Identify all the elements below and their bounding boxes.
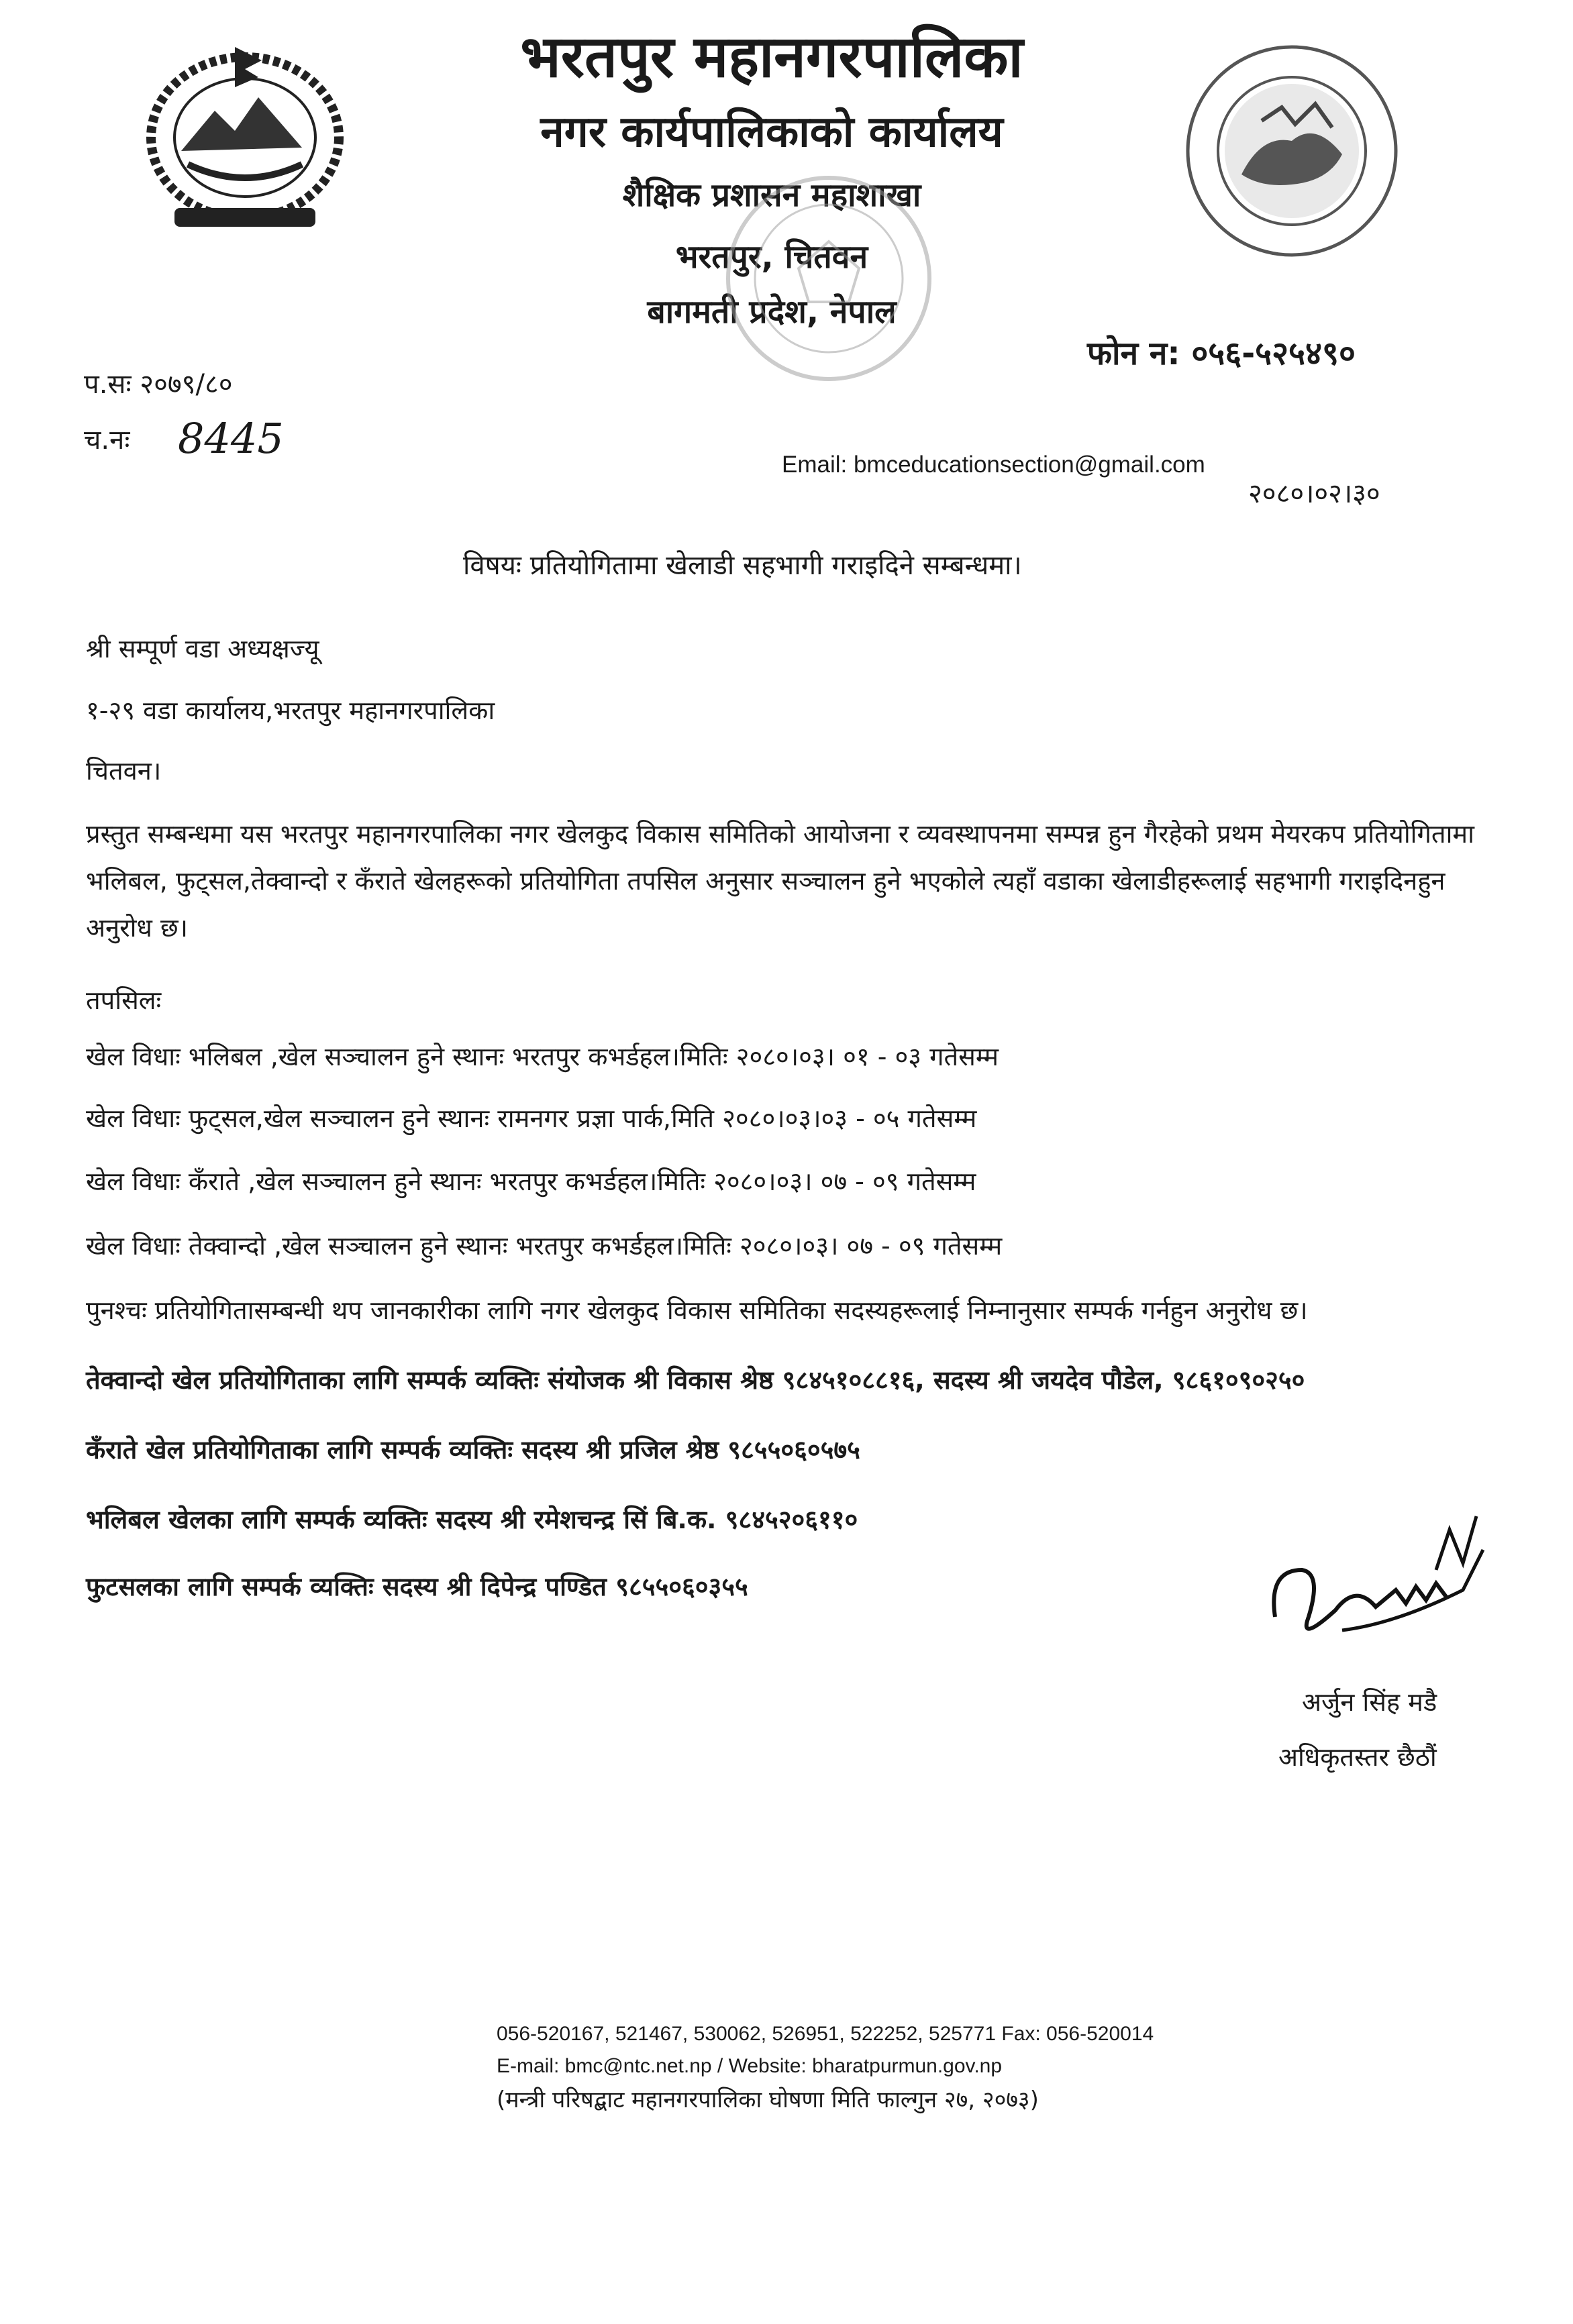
footer-web: E-mail: bmc@ntc.net.np / Website: bharatpurmun.gov.np [497,2055,1003,2077]
province-line: बागमती प्रदेश, नेपाल [647,293,897,331]
footer-note: (मन्त्री परिषद्बाट महानगरपालिका घोषणा मिति फाल्गुन २७, २०७३) [497,2087,1039,2113]
recipient-line-2: १-२९ वडा कार्यालय,भरतपुर महानगरपालिका [86,696,495,725]
division-name: शैक्षिक प्रशासन महाशाखा [622,176,921,214]
ps-number: प.सः २०७९/८० [84,369,233,400]
phone-number: फोन न: ०५६-५२५४९० [1087,335,1356,372]
handwritten-signature [1262,1489,1503,1664]
signatory-title: अधिकृतस्तर छैठौं [1278,1742,1437,1772]
body-paragraph: प्रस्तुत सम्बन्धमा यस भरतपुर महानगरपालिका नगर खेलकुद विकास समितिको आयोजना र व्यवस्थापनमा सम्पन्न हुन गैरहेको प्रथम मेयरकप प्रतियोगितामा भलिबल, फुट्सल,तेक्वान्दो र कँराते खेलहरूको प्रतियोगिता तपसिल अनुसार सञ्चालन हुने भएकोले त्यहाँ वडाका खेलाडीहरूलाई सहभागी गराइदिनहुन अनुरोध छ। [86,819,1474,943]
office-stamp-seal [705,168,953,389]
recipient-line-3: चितवन। [86,756,162,786]
footer-phones: 056-520167, 521467, 530062, 526951, 522252, 525771 Fax: 056-520014 [497,2023,1154,2045]
signatory-name: अर्जुन सिंह मडै [1302,1687,1437,1717]
location-line: भरतपुर, चितवन [675,238,868,276]
schedule-item: खेल विधाः कँराते ,खेल सञ्चालन हुने स्थानः भरतपुर कभर्डहल।मितिः २०८०।०३। ०७ - ०९ गतेसम्म [86,1167,976,1196]
schedule-item: खेल विधाः फुट्सल,खेल सञ्चालन हुने स्थानः रामनगर प्रज्ञा पार्क,मिति २०८०।०३।०३ - ०५ गतेसम्म [86,1104,977,1133]
recipient-line-1: श्री सम्पूर्ण वडा अध्यक्षज्यू [86,634,319,664]
contact-line: कँराते खेल प्रतियोगिताका लागि सम्पर्क व्यक्तिः सदस्य श्री प्रजिल श्रेष्ठ ९८५५०६०५७५ [86,1435,860,1465]
letter-date: २०८०।०२।३० [1248,478,1380,509]
contact-line: भलिबल खेलका लागि सम्पर्क व्यक्तिः सदस्य श्री रमेशचन्द्र सिं बि.क. ९८४५२०६११० [86,1505,858,1534]
schedule-item: खेल विधाः तेक्वान्दो ,खेल सञ्चालन हुने स्थानः भरतपुर कभर्डहल।मितिः २०८०।०३। ०७ - ०९ गतेसम्म [86,1231,1003,1261]
office-name: नगर कार्यपालिकाको कार्यालय [540,107,1003,157]
nepal-emblem-logo [134,37,356,238]
org-title: भरतपुर महानगरपालिका [520,23,1023,91]
cn-label: च.नः [84,425,130,456]
contact-line: फुटसलका लागि सम्पर्क व्यक्तिः सदस्य श्री दिपेन्द्र पण्डित ९८५५०६०३५५ [86,1572,748,1601]
ps-note: पुनश्चः प्रतियोगितासम्बन्धी थप जानकारीका लागि नगर खेलकुद विकास समितिका सदस्यहरूलाई निम्नानुसार सम्पर्क गर्नहुन अनुरोध छ। [86,1296,1308,1325]
contact-line: तेक्वान्दो खेल प्रतियोगिताका लागि सम्पर्क व्यक्तिः संयोजक श्री विकास श्रेष्ठ ९८४५१०८८१६, सदस्य श्री जयदेव पौडेल, ९८६१०९०२५० [86,1365,1305,1395]
cn-handwritten-number: 8445 [178,414,284,463]
schedule-item: खेल विधाः भलिबल ,खेल सञ्चालन हुने स्थानः भरतपुर कभर्डहल।मितिः २०८०।०३। ०१ - ०३ गतेसम्म [86,1042,999,1071]
email-address: Email: bmceducationsection@gmail.com [782,452,1205,478]
tapasil-heading: तपसिलः [86,986,162,1015]
letter-subject: विषयः प्रतियोगितामा खेलाडी सहभागी गराइदिने सम्बन्धमा। [463,550,1022,581]
bharatpur-metropolitan-seal [1181,40,1403,262]
